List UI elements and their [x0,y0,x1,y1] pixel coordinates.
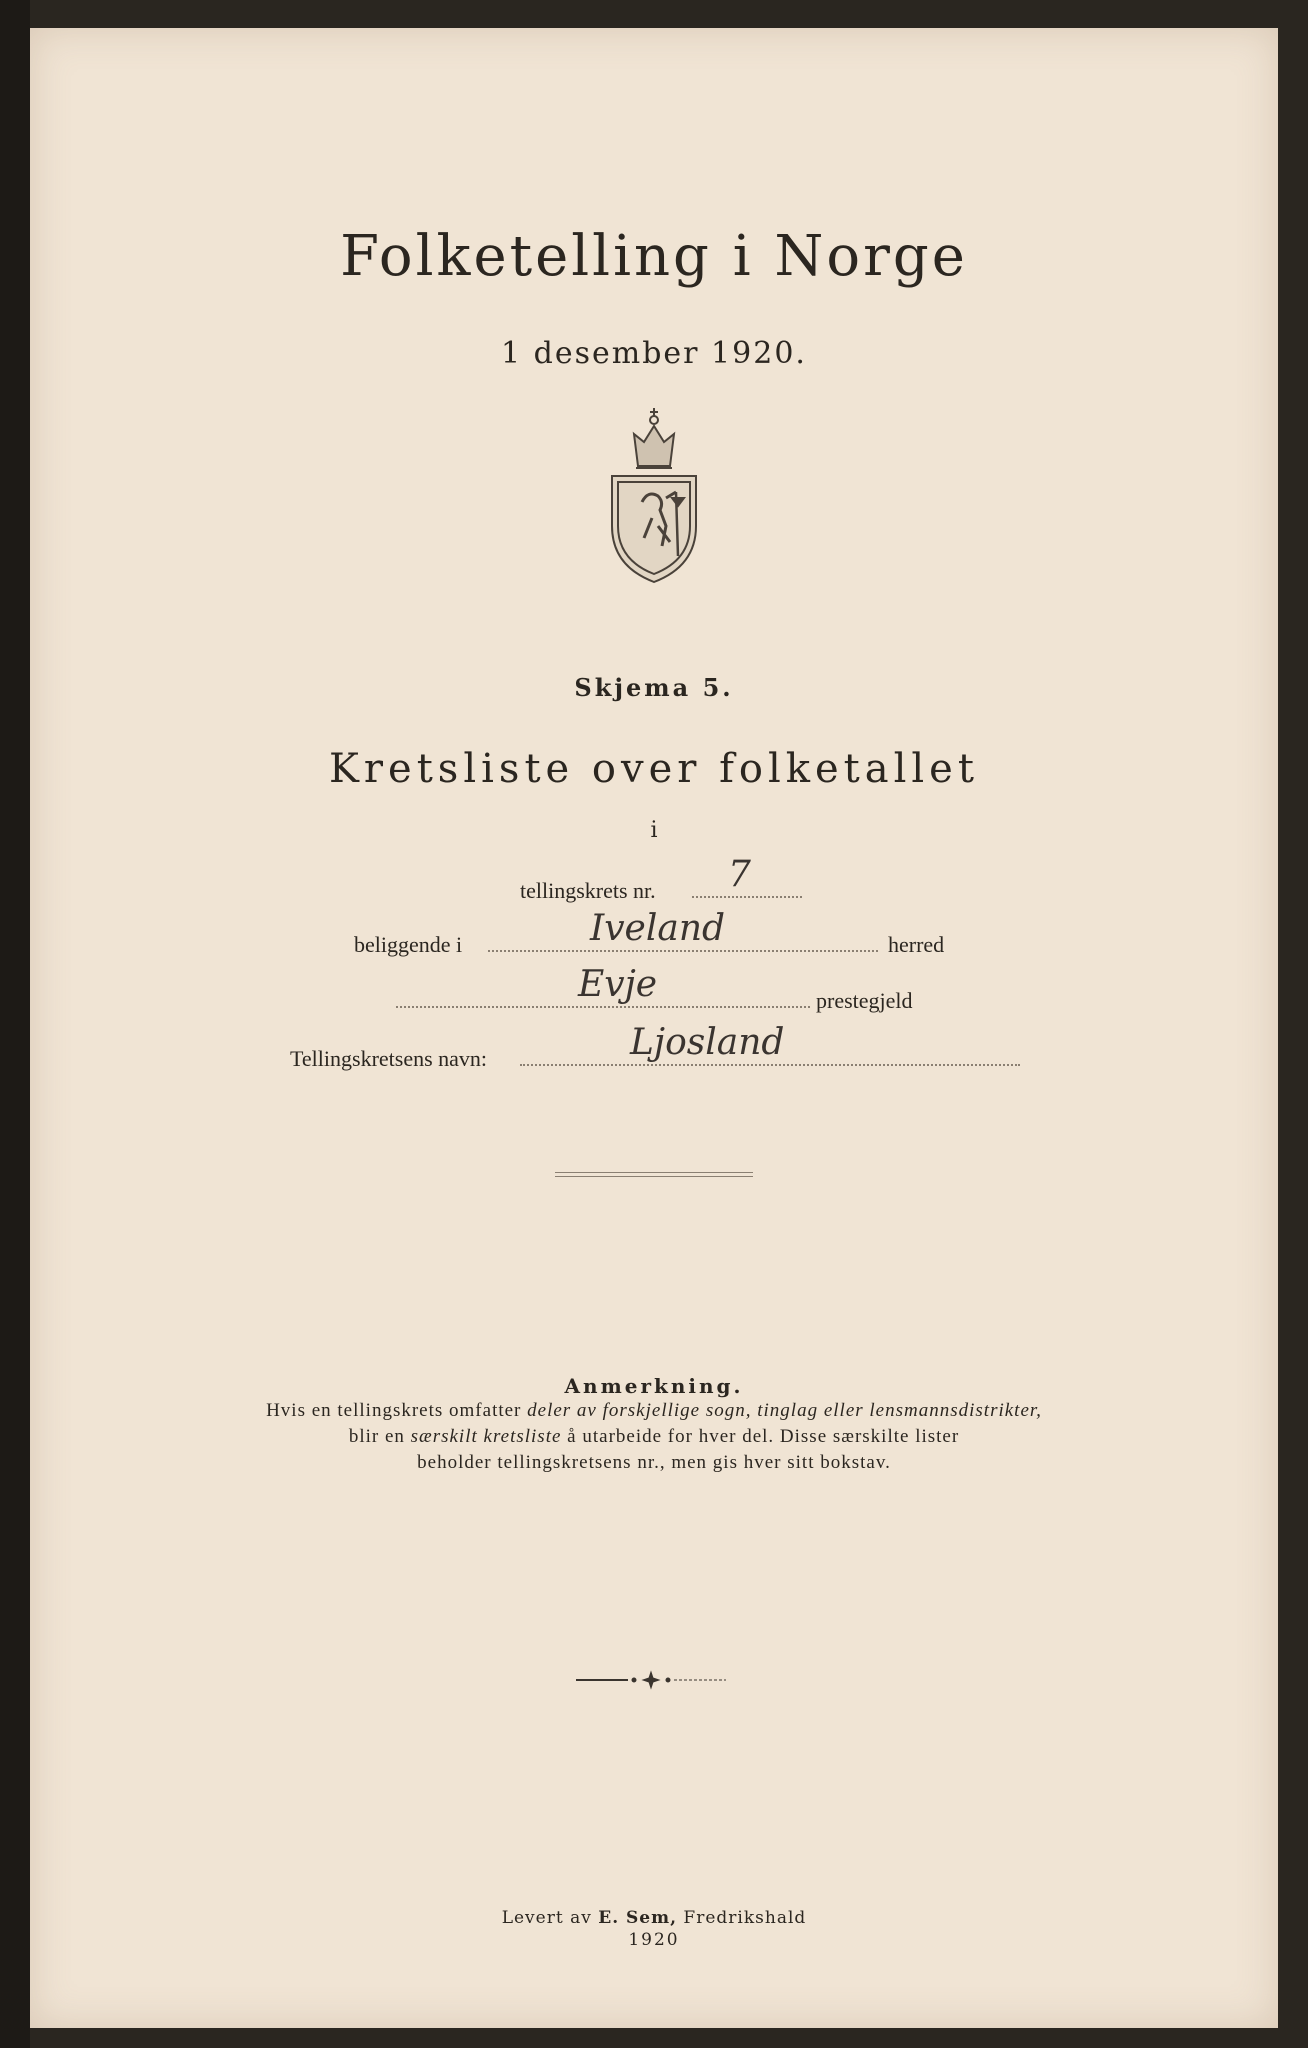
page-title: Folketelling i Norge [340,224,968,289]
located-in-label: beliggende i [354,932,463,957]
census-form-page [30,28,1278,2028]
district-number-label: tellingskrets nr. [520,878,656,903]
printer-prefix: Levert av [501,1908,599,1928]
preposition-label: i [650,818,658,843]
note-line-2-end: å utarbeide for hver del. Disse særskilte lister [561,1426,960,1447]
schema-number: Skjema 5. [574,673,734,702]
note-line-1 [30,1400,1278,1422]
district-name-value: Ljosland [630,1022,785,1063]
note-line-2 [30,1426,1278,1448]
printer-year: 1920 [628,1930,680,1950]
section-divider [555,1172,753,1177]
district-number-line [692,896,802,898]
note-line-2-italic: særskilt kretsliste [410,1426,562,1447]
note-line-2-text: blir en [348,1426,411,1447]
district-name-label: Tellingskretsens navn: [290,1046,488,1071]
herred-label: herred [888,932,945,957]
note-line-1-text: Hvis en tellingskrets omfatter [266,1400,528,1421]
located-in-value: Iveland [590,908,726,949]
form-heading: Kretsliste over folketallet [329,746,979,792]
note-title: Anmerkning. [564,1374,744,1398]
district-number-value: 7 [728,854,751,895]
district-name-line [520,1064,1020,1066]
norwegian-coat-of-arms-icon [604,406,704,584]
parish-value: Evje [578,964,658,1005]
printer-city: Fredrikshald [677,1908,807,1928]
binding-edge [0,0,30,2048]
printer-name: E. Sem, [598,1908,678,1928]
census-date: 1 desember 1920. [501,336,807,371]
note-line-1-italic: deler av forskjellige sogn, tinglag eller lensmannsdistrikter, [527,1400,1042,1421]
parish-label: prestegjeld [816,988,913,1013]
parish-line [396,1006,810,1008]
note-line-3: beholder tellingskretsens nr., men gis hver sitt bokstav. [417,1452,891,1473]
located-in-line [488,950,878,952]
ornament-divider-icon [576,1670,726,1690]
printer-credit [30,1908,1278,1928]
